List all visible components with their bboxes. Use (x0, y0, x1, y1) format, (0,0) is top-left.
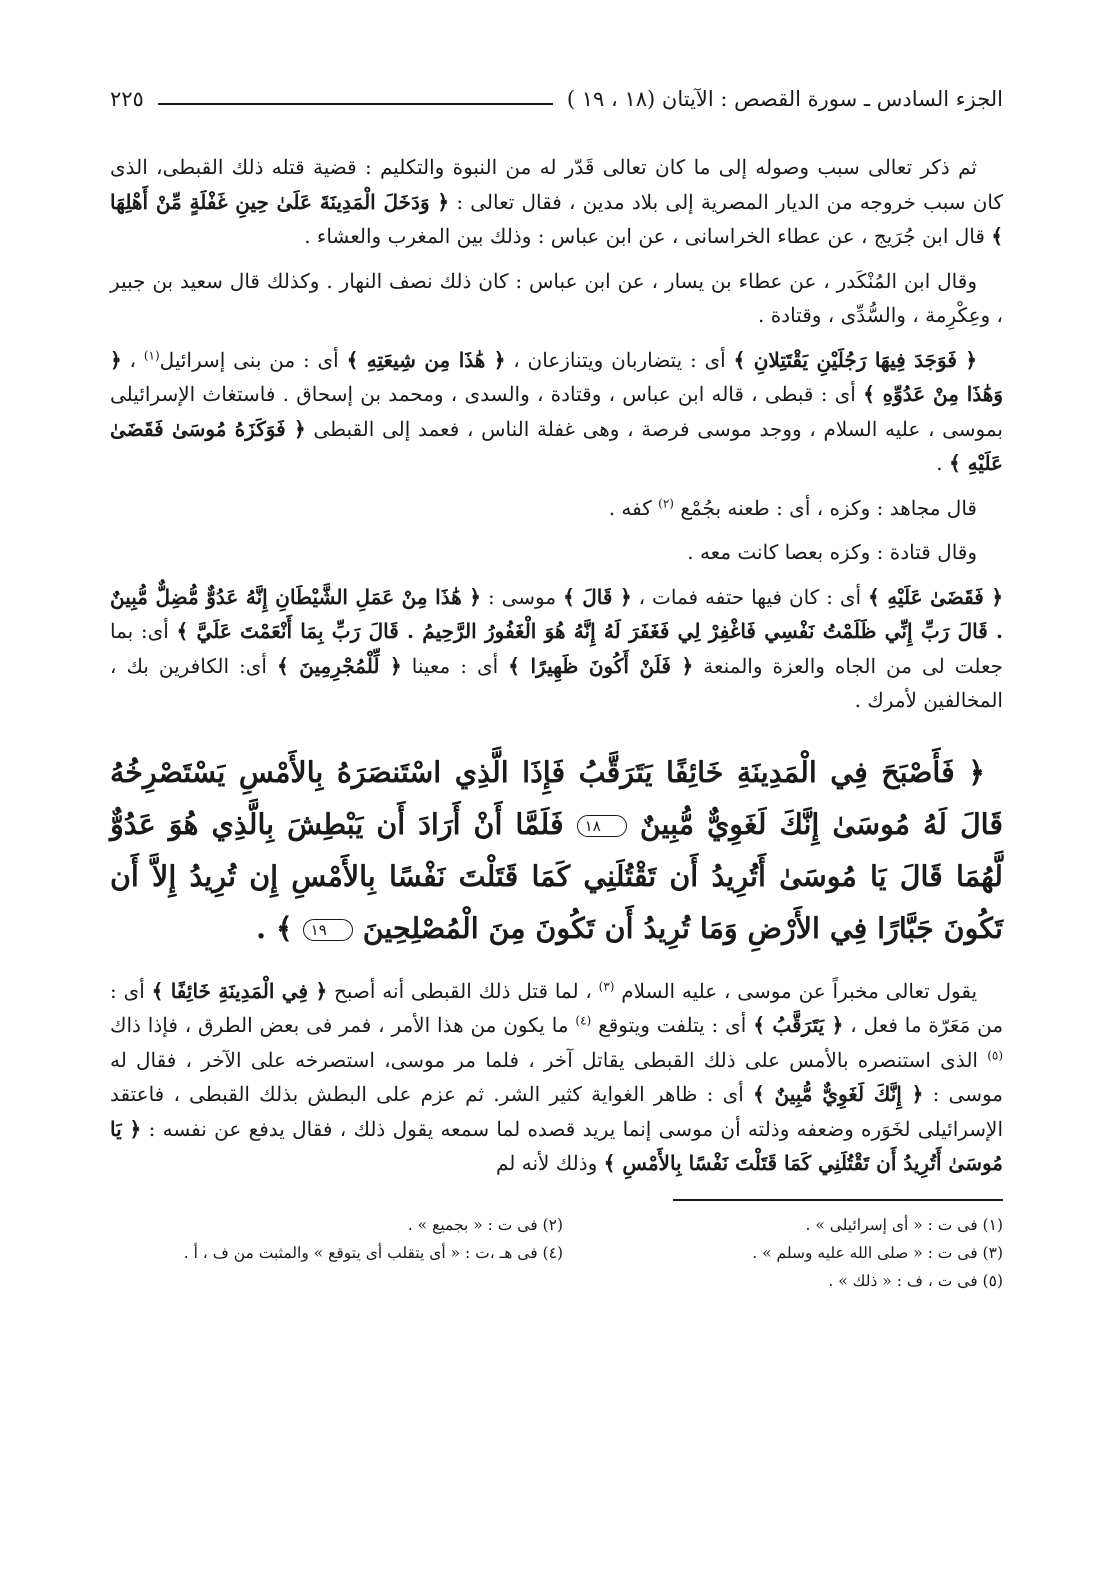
paragraph-7 (110, 974, 1003, 1181)
text-run: ما يكون من هذا الأمر ، فمر فى بعض الطرق ، فإذا ذاك (110, 1013, 569, 1037)
text-run: أى : من بنى إسرائيل (159, 347, 339, 372)
quran-quote: ﴿ يَتَرَقَّبُ ﴾ (753, 1013, 844, 1037)
footnote-row (110, 1211, 1003, 1239)
verse-open-bracket: ﴿ (968, 754, 985, 789)
running-header (110, 82, 1003, 112)
verse-close-bracket: ﴾ . (256, 910, 293, 945)
ayah-number: ١٨ (577, 815, 627, 837)
footnote-ref: (٣) (598, 978, 615, 993)
paragraph-5 (110, 535, 1003, 570)
quran-quote: ﴿ لِّلْمُجْرِمِينَ ﴾ (276, 653, 402, 678)
quran-quote: ﴿ فَوَكَزَهُ مُوسَىٰ فَقَضَىٰ عَلَيْهِ ﴾ (110, 416, 1003, 475)
ayah-number: ١٩ (303, 919, 353, 941)
quran-quote: ﴿ فَقَضَىٰ عَلَيْهِ ﴾ (868, 584, 1004, 609)
text-run: قال ابن جُرَيج ، عن عطاء الخراسانى ، عن ابن عباس : وذلك بين المغرب والعشاء . (304, 224, 985, 248)
quran-quote: ﴿ وَدَخَلَ الْمَدِينَةَ عَلَىٰ حِينِ غَفْلَةٍ مِّنْ أَهْلِهَا ﴾ (110, 189, 1003, 248)
text-run: أى : يتضاربان ويتنازعان ، (513, 347, 726, 372)
text-run: ، لما قتل ذلك القبطى أنه أصبح (333, 978, 592, 1003)
verse-text: فَأَصْبَحَ فِي الْمَدِينَةِ خَائِفًا يَتَرَقَّبُ فَإِذَا الَّذِي اسْتَنصَرَهُ بِالأَمْسِ يَسْتَصْرِخُهُ قَالَ لَهُ مُوسَىٰ إِنَّكَ لَغَوِيٌّ مُّبِينٌ (110, 754, 1003, 841)
text-run: وقال ابن المُنْكَدر ، عن عطاء بن يسار ، عن ابن عباس : كان ذلك نصف النهار . وكذلك قال سعيد بن جبير ، وعِكْرِمة ، والسُّدِّى ، وقتادة . (110, 268, 1003, 327)
text-run: أى : يتلفت ويتوقع (598, 1013, 747, 1037)
text-run: أى : ظاهر الغواية كثير الشر. ثم عزم على البطش بذلك القبطى ، فاعتقد الإسرائيلى لخَوَره وضعفه وذلته أن موسى إنما يريد قصده لما سمعه يقول ذلك ، فقال يدفع عن نفسه : (110, 1082, 1004, 1141)
text-run: ، (129, 347, 137, 372)
footnote-ref: (٢) (658, 495, 674, 510)
text-run: وقال قتادة : وكزه بعصا كانت معه . (687, 540, 977, 564)
quran-quote: ﴿ قَالَ ﴾ (563, 584, 632, 609)
paragraph-4 (110, 491, 1003, 526)
footnote-row (110, 1267, 1003, 1295)
paragraph-6 (110, 580, 1003, 718)
quran-quote: ﴿ وَهَٰذَا مِنْ عَدُوِّهِ ﴾ (110, 347, 1004, 406)
header-title: الجزء السادس ـ سورة القصص : الآيتان (١٨ ، ١٩ ) (566, 86, 1003, 111)
text-run: أى : معينا (411, 653, 499, 678)
footnote-2: (٢) فى ت : « بجميع » . (407, 1215, 563, 1234)
paragraph-3 (110, 343, 1003, 481)
footnote-4: (٤) فى هـ ،ت : « أى يتقلب أى يتوقع » والمثبت من ف ، أ . (183, 1243, 563, 1262)
quran-quote: ﴿ يَا مُوسَىٰ أَتُرِيدُ أَن تَقْتُلَنِي كَمَا قَتَلْتَ نَفْسًا بِالأَمْسِ ﴾ (110, 1116, 1003, 1175)
footnote-ref: (٤) (575, 1013, 592, 1028)
footnote-3: (٣) فى ت : « صلى الله عليه وسلم » . (752, 1243, 1003, 1262)
text-run: أى: بما جعلت لى من الجاه والعزة والمنعة (110, 619, 1003, 678)
header-rule (158, 103, 553, 105)
paragraph-2 (110, 264, 1003, 333)
verse-block (110, 746, 1003, 954)
quran-quote: ﴿ إِنَّكَ لَغَوِيٌّ مُّبِينٌ ﴾ (752, 1082, 924, 1106)
page-number: ٢٢٥ (110, 86, 144, 111)
text-run: موسى : (487, 584, 557, 609)
quran-quote: ﴿ فَوَجَدَ فِيهَا رَجُلَيْنِ يَقْتَتِلانِ ﴾ (733, 347, 978, 372)
verse-text: فَلَمَّا أَنْ أَرَادَ أَن يَبْطِشَ بِالَّذِي هُوَ عَدُوٌّ لَّهُمَا قَالَ يَا مُوسَىٰ أَتُرِيدُ أَن تَقْتُلَنِي كَمَا قَتَلْتَ نَفْسًا بِالأَمْسِ إِن تُرِيدُ إِلاَّ أَن تَكُونَ جَبَّارًا فِي الأَرْضِ وَمَا تُرِيدُ أَن تَكُونَ مِنَ الْمُصْلِحِينَ (110, 806, 1003, 945)
footnote-row (110, 1239, 1003, 1267)
text-run: قال مجاهد : وكزه ، أى : طعنه بجُمْع (680, 495, 977, 520)
text-run: الذى استنصره بالأمس على ذلك القبطى يقاتل آخر ، فلما مر موسى، استصرخه على الآخر ، فقال له موسى : (110, 1047, 1003, 1106)
text-run: يقول تعالى مخبراً عن موسى ، عليه السلام (621, 978, 978, 1003)
quran-quote: ﴿ هَٰذَا مِنْ عَمَلِ الشَّيْطَانِ إِنَّهُ عَدُوٌّ مُّضِلٌّ مُّبِينٌ . قَالَ رَبِّ إِنِّي ظَلَمْتُ نَفْسِي فَاغْفِرْ لِي فَغَفَرَ لَهُ إِنَّهُ هُوَ الْغَفُورُ الرَّحِيمُ . قَالَ رَبِّ بِمَا أَنْعَمْتَ عَلَيَّ ﴾ (110, 584, 1004, 643)
footnote-ref: (٥) (987, 1047, 1004, 1062)
footnotes (110, 1211, 1003, 1295)
main-text (110, 150, 1003, 1181)
quran-quote: ﴿ فَلَنْ أَكُونَ ظَهِيرًا ﴾ (508, 653, 694, 678)
text-run: ثم ذكر تعالى سبب وصوله إلى ما كان تعالى قَدّر له من النبوة والتكليم : قضية قتله ذلك القبطى، الذى كان سبب خروجه من الديار المصرية إلى بلاد مدين ، فقال تعالى : (110, 155, 1004, 214)
text-run: . (936, 451, 943, 475)
paragraph-1 (110, 150, 1003, 254)
text-run: أى: الكافرين بك ، المخالفين لأمرك . (110, 653, 1003, 712)
footnote-ref: (١) (143, 347, 160, 362)
footnote-5: (٥) فى ت ، ف : « ذلك » . (828, 1271, 1003, 1290)
text-run: أى : كان فيها حتفه فمات ، (638, 584, 862, 609)
quran-quote: ﴿ فِي الْمَدِينَةِ خَائِفًا ﴾ (151, 978, 328, 1003)
footnote-1: (١) فى ت : « أى إسرائيلى » . (805, 1215, 1003, 1234)
text-run: وذلك لأنه لم (495, 1151, 598, 1175)
text-run: أى : قبطى ، قاله ابن عباس ، وقتادة ، والسدى ، ومحمد بن إسحاق . فاستغاث الإسرائيلى بموسى ، عليه السلام ، ووجد موسى فرصة ، وهى غفلة الناس ، فعمد إلى القبطى (110, 382, 1004, 441)
footnote-rule (673, 1199, 1003, 1201)
text-run: كفه . (608, 495, 652, 520)
quran-quote: ﴿ هَٰذَا مِن شِيعَتِهِ ﴾ (346, 347, 506, 372)
text-run: أى : من مَعَرّة ما فعل ، (110, 978, 1004, 1037)
